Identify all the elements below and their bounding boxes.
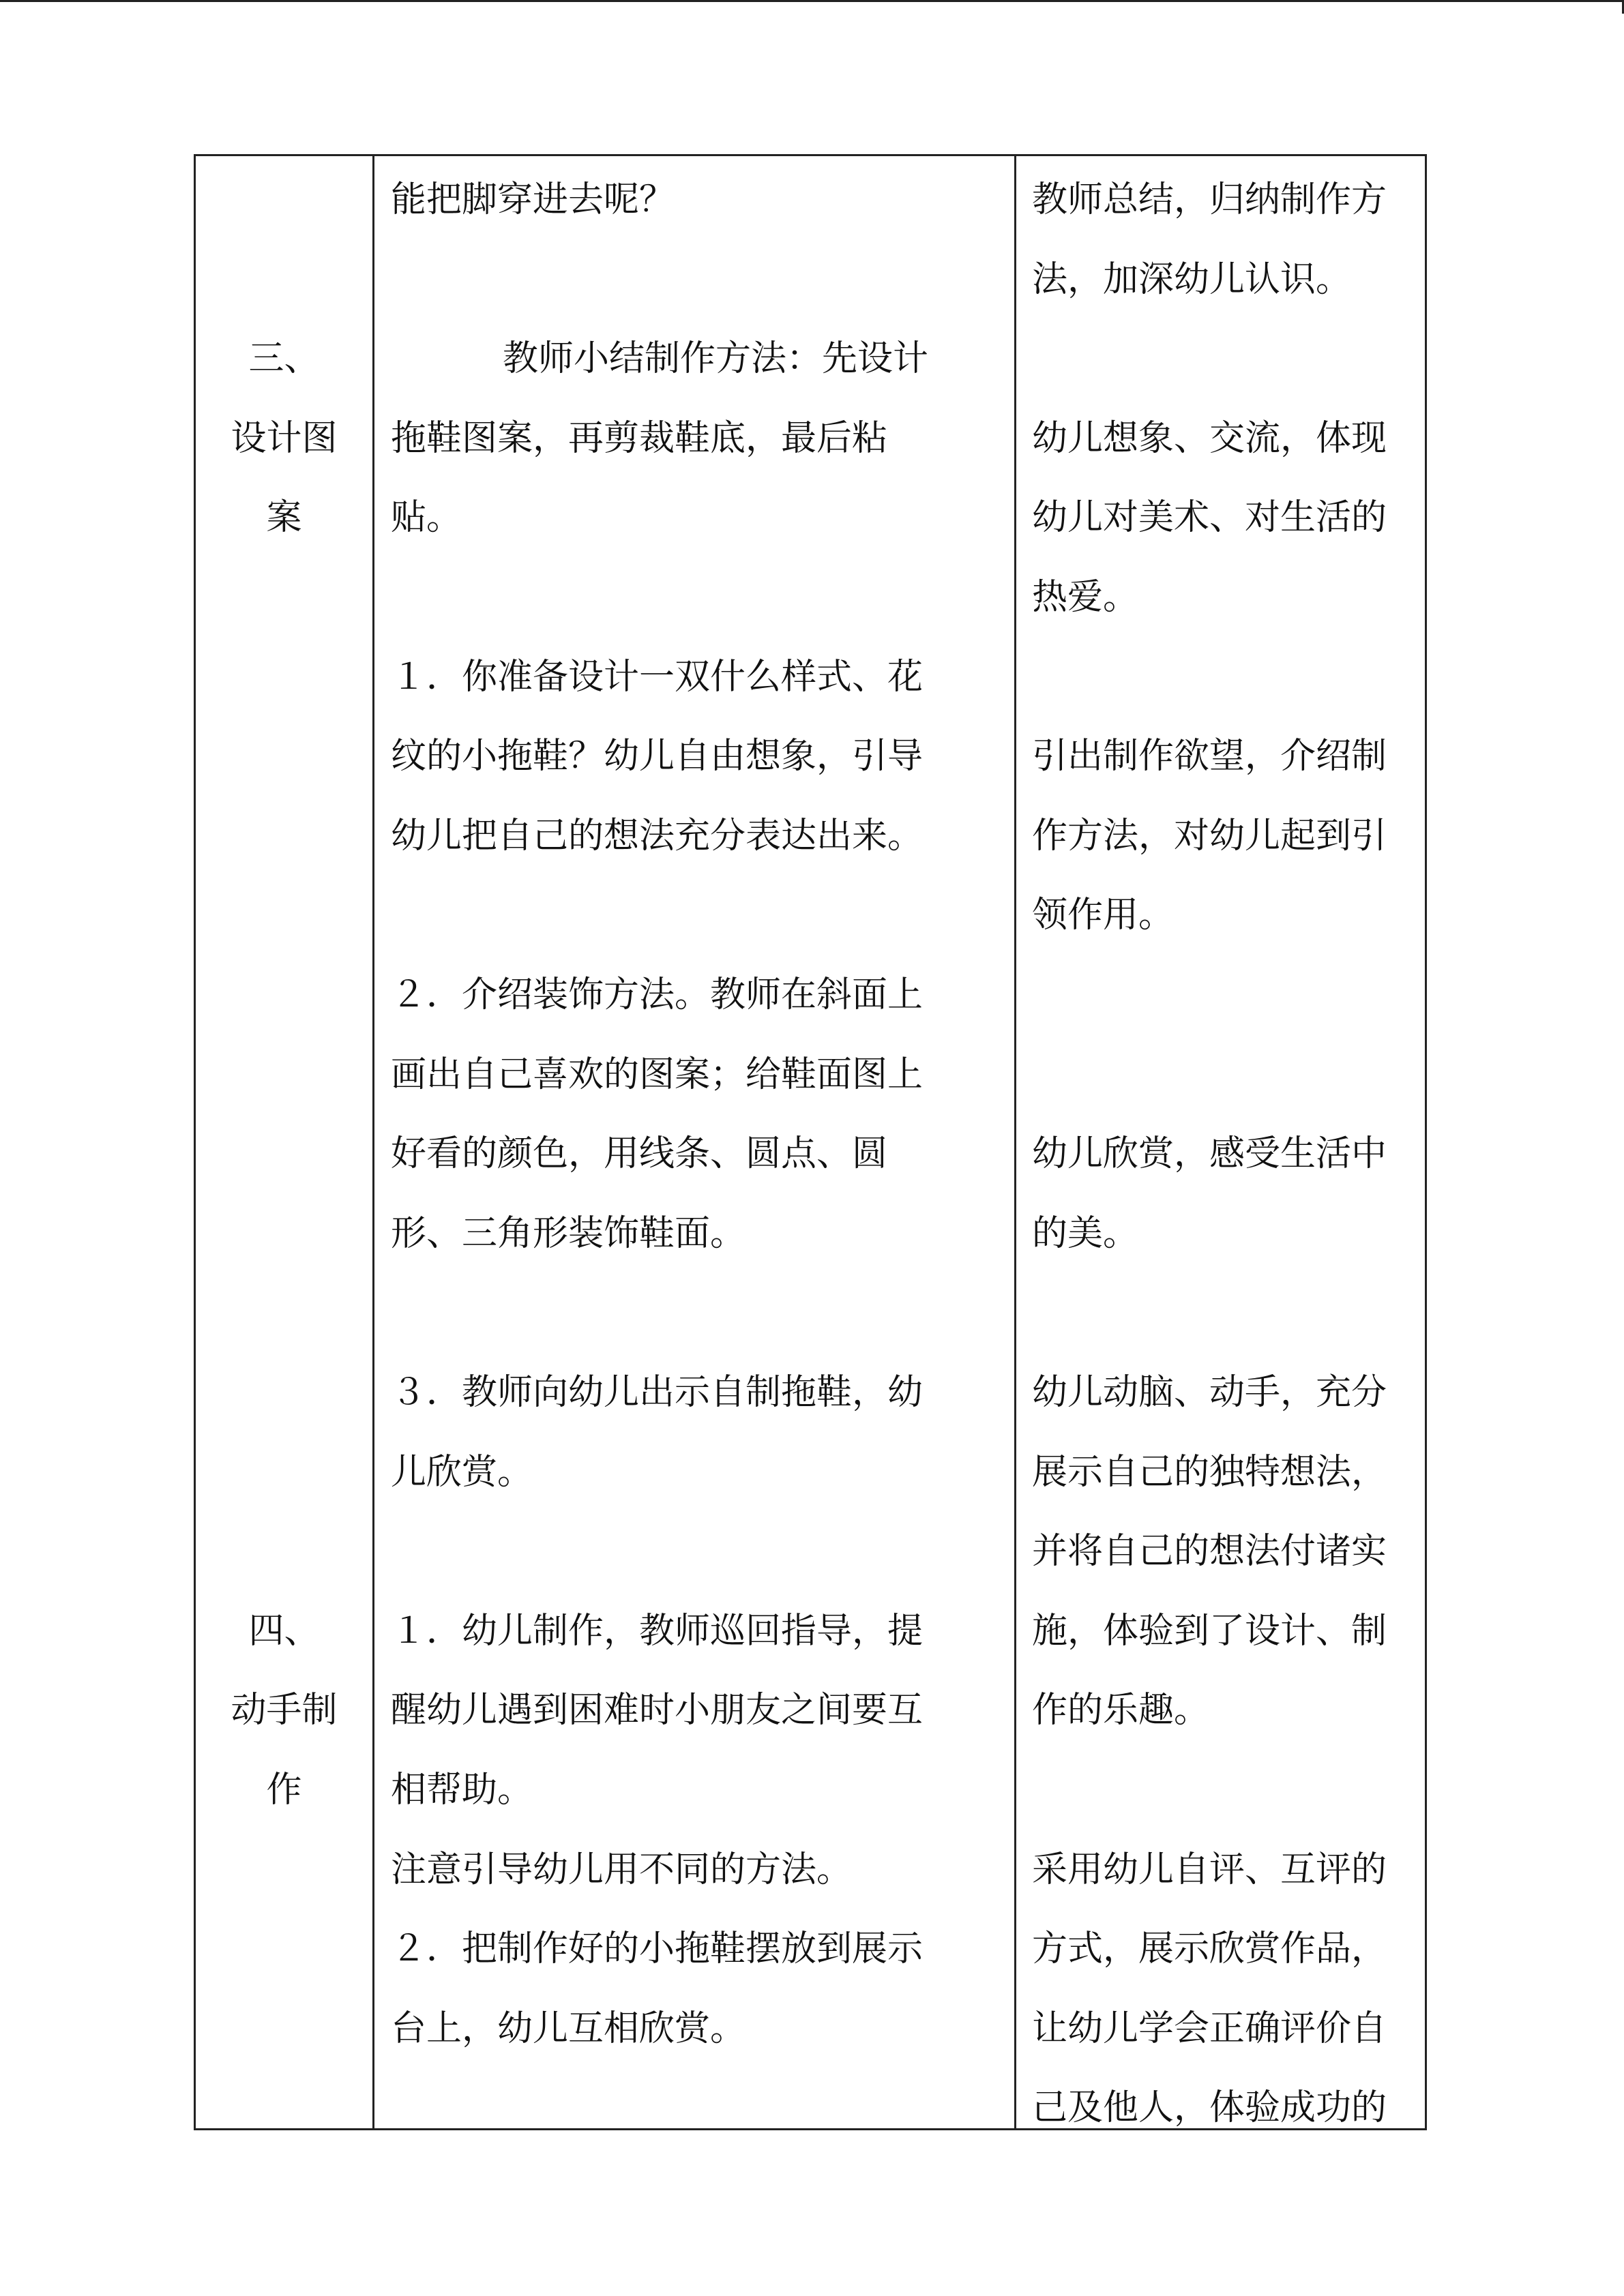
purpose-text-line: 并将自己的想法付诸实: [1032, 1531, 1387, 1572]
activity-text-line: 注意引导幼儿用不同的方法。: [391, 1849, 853, 1890]
stage-label-line: 作: [266, 1770, 302, 1810]
purpose-text-line: 幼儿动脑、动手，充分: [1032, 1372, 1387, 1413]
activity-text-line: 拖鞋图案，再剪裁鞋底，最后粘: [391, 417, 888, 459]
activity-text-line: 幼儿把自己的想法充分表达出来。: [391, 815, 924, 856]
purpose-text-line: 作方法，对幼儿起到引: [1032, 815, 1387, 856]
activity-text-line: 台上，幼儿互相欣赏。: [391, 2008, 746, 2049]
stage-label-line: 动手制: [231, 1690, 338, 1731]
purpose-text-line: 引出制作欲望，介绍制: [1032, 736, 1387, 777]
activity-text-line: 画出自己喜欢的图案；给鞋面图上: [391, 1054, 924, 1095]
activity-text-line: １．你准备设计一双什么样式、花: [391, 656, 924, 698]
purpose-text-line: 展示自己的独特想法，: [1032, 1451, 1387, 1493]
stage-label-line: 四、: [248, 1610, 320, 1652]
purpose-text-line: 让幼儿学会正确评价自: [1032, 2008, 1387, 2049]
activity-text-line: 教师小结制作方法：先设计: [503, 338, 929, 380]
activity-text-line: １．幼儿制作，教师巡回指导，提: [391, 1610, 924, 1652]
purpose-text-line: 幼儿想象、交流，体现: [1032, 417, 1387, 459]
activity-text-line: ３．教师向幼儿出示自制拖鞋，幼: [391, 1372, 924, 1413]
activity-text-line: 醒幼儿遇到困难时小朋友之间要互: [391, 1690, 924, 1731]
purpose-text-line: 己及他人，体验成功的: [1032, 2087, 1387, 2129]
purpose-text-line: 热爱。: [1032, 577, 1139, 618]
purpose-text-line: 教师总结，归纳制作方: [1032, 179, 1387, 220]
purpose-text-line: 幼儿对美术、对生活的: [1032, 497, 1387, 539]
activity-text-line: 好看的颜色，用线条、圆点、圆: [391, 1133, 888, 1175]
page-top-edge: [0, 0, 1624, 2]
purpose-text-line: 法，加深幼儿认识。: [1032, 258, 1352, 300]
purpose-text-line: 采用幼儿自评、互评的: [1032, 1849, 1387, 1890]
activity-text-line: 形、三角形装饰鞋面。: [391, 1212, 746, 1254]
activity-text-line: ２．把制作好的小拖鞋摆放到展示: [391, 1928, 924, 1970]
purpose-text-line: 施，体验到了设计、制: [1032, 1610, 1387, 1652]
activity-text-line: 贴。: [391, 497, 462, 539]
purpose-text-line: 作的乐趣。: [1032, 1690, 1210, 1731]
activity-text-line: 相帮助。: [391, 1770, 533, 1810]
stage-label-line: 三、: [248, 338, 320, 380]
activity-text-line: 儿欣赏。: [391, 1451, 533, 1493]
stage-label-line: 案: [266, 497, 302, 539]
column-divider: [1014, 156, 1016, 2128]
activity-column: [391, 156, 1005, 2128]
purpose-text-line: 方式，展示欣赏作品，: [1032, 1928, 1387, 1970]
stage-label-line: 设计图: [231, 417, 338, 459]
purpose-text-line: 领作用。: [1032, 895, 1175, 936]
purpose-text-line: 的美。: [1032, 1212, 1139, 1254]
activity-text-line: ２．介绍装饰方法。教师在斜面上: [391, 974, 924, 1015]
purpose-text-line: 幼儿欣赏，感受生活中: [1032, 1133, 1387, 1175]
stage-column: [196, 156, 372, 2128]
activity-text-line: 纹的小拖鞋？幼儿自由想象，引导: [391, 736, 924, 777]
column-divider: [372, 156, 374, 2128]
purpose-column: [1032, 156, 1414, 2128]
activity-text-line: 能把脚穿进去呢？: [391, 179, 675, 220]
lesson-plan-table: [194, 154, 1427, 2130]
